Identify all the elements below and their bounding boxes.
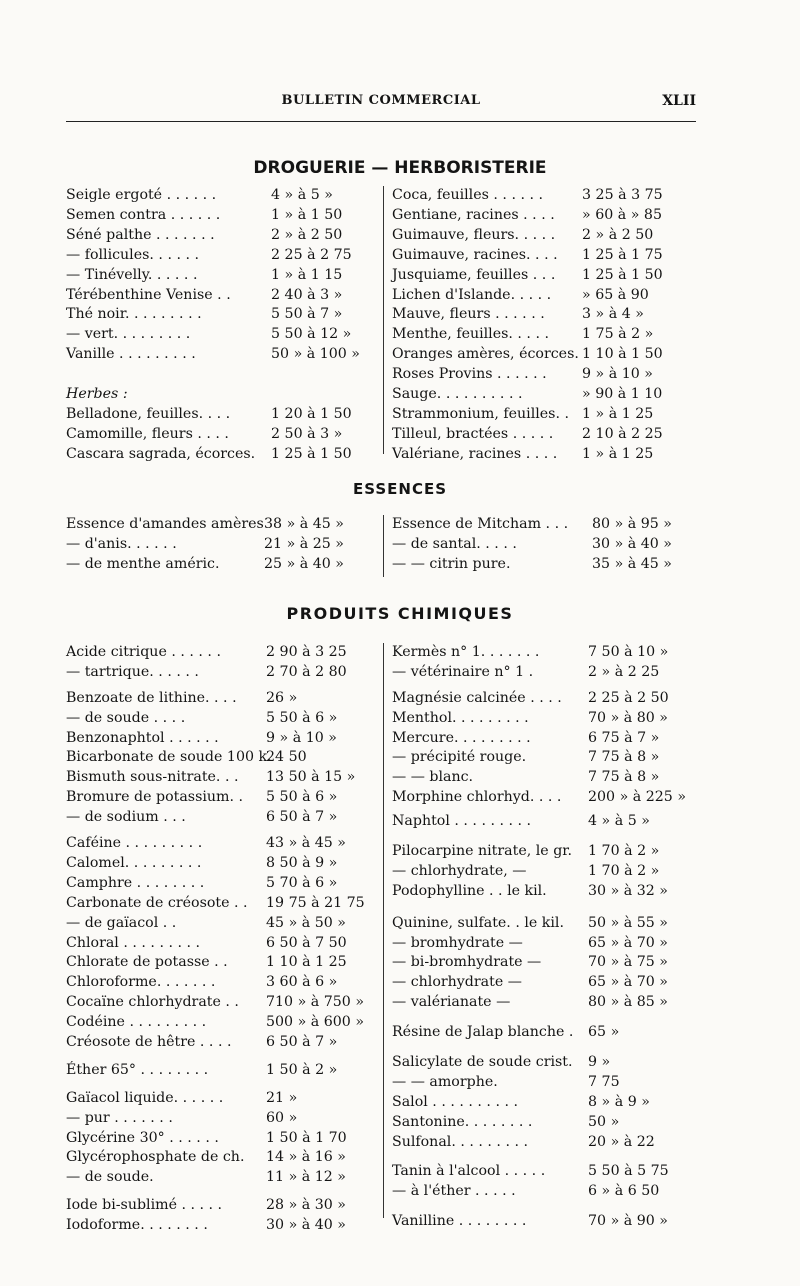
price-row (392, 1212, 702, 1231)
item-name: — bromhydrate — (392, 934, 523, 951)
item-price: 50 » (588, 1113, 620, 1130)
item-price: 25 » à 40 » (264, 555, 344, 572)
price-row (66, 1061, 376, 1080)
item-price: 1 50 à 1 70 (266, 1129, 347, 1146)
price-row (66, 1129, 376, 1148)
price-row (392, 914, 702, 933)
item-name: Salol . . . . . . . . . . (392, 1093, 518, 1110)
item-name: — de santal. . . . . (392, 535, 517, 552)
item-price: 11 » à 12 » (266, 1169, 346, 1186)
price-row (392, 206, 702, 225)
item-price: 13 50 à 15 » (266, 769, 356, 786)
item-price: 26 » (266, 689, 298, 706)
price-row (392, 812, 702, 831)
price-row (66, 1089, 376, 1108)
item-name: Coca, feuilles . . . . . . (392, 187, 544, 203)
price-row (66, 555, 376, 574)
item-price: 7 75 à 8 » (588, 749, 660, 766)
item-price: 1 » à 1 25 (582, 445, 654, 462)
item-name: Herbes : (66, 386, 128, 402)
price-row (392, 535, 702, 554)
price-row (66, 768, 376, 787)
price-row (66, 689, 376, 708)
item-price: 24 50 (266, 749, 307, 766)
item-name: Gaïacol liquide. . . . . . (66, 1089, 224, 1106)
item-name: — de menthe améric. (66, 555, 220, 572)
item-name: Codéine . . . . . . . . . (66, 1014, 207, 1031)
price-row (392, 365, 702, 384)
header-page-number: XLII (662, 93, 696, 109)
item-price: 7 75 (588, 1073, 620, 1090)
item-name: Lichen d'Islande. . . . . (392, 286, 552, 303)
price-row (392, 325, 702, 344)
item-price: 50 » à 100 » (271, 346, 360, 363)
price-row (66, 325, 376, 344)
item-name: Iode bi-sublimé . . . . . (66, 1197, 223, 1214)
item-price: 4 » à 5 » (588, 813, 650, 830)
item-price: 1 20 à 1 50 (271, 405, 352, 422)
item-price: 1 70 à 2 » (588, 862, 660, 879)
item-name: Chloral . . . . . . . . . (66, 934, 201, 951)
item-name: Calomel. . . . . . . . . (66, 854, 202, 871)
price-row (392, 788, 702, 807)
item-name: Glycérine 30° . . . . . . (66, 1129, 219, 1146)
column-divider (383, 186, 384, 454)
item-price: 65 » (588, 1024, 620, 1041)
price-row (66, 186, 376, 205)
item-name: Bismuth sous-nitrate. . . (66, 769, 239, 786)
price-row (392, 842, 702, 861)
price-row (66, 266, 376, 285)
item-price: 45 » à 50 » (266, 914, 346, 931)
price-row (392, 186, 702, 205)
item-name: Essence d'amandes amères (66, 516, 264, 532)
price-row (392, 286, 702, 305)
item-price: 2 » à 2 50 (271, 226, 343, 243)
item-name: Oranges amères, écorces. (392, 346, 579, 363)
item-price: » 60 à » 85 (582, 206, 662, 223)
item-name: Benzoate de lithine. . . . (66, 689, 237, 706)
price-row (392, 1023, 702, 1042)
item-name: — à l'éther . . . . . (392, 1183, 516, 1200)
item-name: — de soude. (66, 1169, 154, 1186)
price-row (66, 663, 376, 682)
item-price: 2 25 à 2 50 (588, 689, 669, 706)
price-row (66, 953, 376, 972)
item-price: 70 » à 80 » (588, 709, 668, 726)
item-price: 20 » à 22 (588, 1133, 655, 1150)
item-name: Sulfonal. . . . . . . . . (392, 1133, 528, 1150)
item-name: Vanilline . . . . . . . . (392, 1213, 527, 1230)
item-name: — valérianate — (392, 994, 511, 1011)
item-name: Gentiane, racines . . . . (392, 206, 555, 223)
item-name: Iodoforme. . . . . . . . (66, 1217, 208, 1234)
price-row (66, 1013, 376, 1032)
price-row (66, 405, 376, 424)
header-rule (66, 121, 696, 122)
price-row (66, 1148, 376, 1167)
item-price: 65 » à 70 » (588, 974, 668, 991)
item-name: — tartrique. . . . . . (66, 663, 199, 680)
item-name: — vert. . . . . . . . . (66, 326, 191, 343)
item-name: Thé noir. . . . . . . . . (66, 306, 202, 323)
price-row (392, 246, 702, 265)
item-name: Tanin à l'alcool . . . . . (392, 1163, 546, 1180)
item-price: 7 50 à 10 » (588, 644, 669, 660)
price-row (392, 643, 702, 662)
item-price: 38 » à 45 » (264, 516, 344, 532)
price-row (66, 854, 376, 873)
item-name: Podophylline . . le kil. (392, 882, 547, 899)
item-name: Camphre . . . . . . . . (66, 874, 205, 891)
item-price: 6 50 à 7 » (266, 809, 338, 826)
item-price: 8 » à 9 » (588, 1093, 650, 1110)
item-name: Résine de Jalap blanche . (392, 1024, 574, 1041)
item-name: Jusquiame, feuilles . . . (392, 266, 556, 283)
item-name: Roses Provins . . . . . . (392, 366, 547, 383)
item-name: Magnésie calcinée . . . . (392, 689, 562, 706)
item-price: 2 40 à 3 » (271, 286, 343, 303)
item-price: 1 10 à 1 25 (266, 954, 347, 971)
item-name: Chlorate de potasse . . (66, 954, 228, 971)
price-row (66, 1168, 376, 1187)
item-name: Guimauve, racines. . . . (392, 246, 558, 263)
item-price: 4 » à 5 » (271, 187, 333, 203)
item-price: 1 » à 1 15 (271, 266, 343, 283)
item-name: Carbonate de créosote . . (66, 894, 248, 911)
price-row (66, 808, 376, 827)
item-name: Séné palthe . . . . . . . (66, 226, 215, 243)
item-price: 60 » (266, 1109, 298, 1126)
price-row (66, 286, 376, 305)
item-price: 500 » à 600 » (266, 1014, 365, 1031)
price-row (66, 1196, 376, 1215)
item-name: Guimauve, fleurs. . . . . (392, 226, 556, 243)
item-price: 3 » à 4 » (582, 306, 644, 323)
item-name: Semen contra . . . . . . (66, 206, 221, 223)
price-row (66, 1216, 376, 1235)
item-price: 43 » à 45 » (266, 835, 346, 852)
item-price: 5 70 à 6 » (266, 874, 338, 891)
item-name: Cascara sagrada, écorces. (66, 445, 256, 462)
item-price: 6 50 à 7 » (266, 1034, 338, 1051)
item-price: 9 » à 10 » (582, 366, 653, 383)
price-row (66, 515, 376, 534)
item-name: Valériane, racines . . . . (392, 445, 558, 462)
price-row (392, 1182, 702, 1201)
item-price: 80 » à 95 » (592, 516, 672, 532)
item-name: Chloroforme. . . . . . . (66, 974, 216, 991)
item-price: 2 25 à 2 75 (271, 246, 352, 263)
price-row (66, 206, 376, 225)
price-row (392, 345, 702, 364)
item-price: 70 » à 90 » (588, 1213, 668, 1230)
item-name: — de sodium . . . (66, 809, 186, 826)
price-row (392, 882, 702, 901)
item-name: — vétérinaire n° 1 . (392, 663, 534, 680)
price-row (66, 834, 376, 853)
item-name: — — citrin pure. (392, 555, 511, 572)
item-price: 6 50 à 7 50 (266, 934, 347, 951)
price-row (392, 305, 702, 324)
item-name: — Tinévelly. . . . . . (66, 266, 198, 283)
item-name: — précipité rouge. (392, 749, 527, 766)
price-row (392, 709, 702, 728)
item-price: 5 50 à 12 » (271, 326, 352, 343)
price-row (66, 1033, 376, 1052)
item-price: 65 » à 70 » (588, 934, 668, 951)
item-name: Glycérophosphate de ch. (66, 1149, 245, 1166)
item-price: 5 50 à 6 » (266, 709, 338, 726)
item-price: 5 50 à 5 75 (588, 1163, 669, 1180)
price-row (392, 768, 702, 787)
item-name: Essence de Mitcham . . . (392, 516, 569, 532)
item-name: — — amorphe. (392, 1073, 498, 1090)
price-row (66, 914, 376, 933)
section-title-essences: ESSENCES (352, 480, 448, 498)
item-name: Mauve, fleurs . . . . . . (392, 306, 545, 323)
item-price: 30 » à 40 » (266, 1217, 346, 1234)
item-price: 1 50 à 2 » (266, 1061, 338, 1078)
item-name: Morphine chlorhyd. . . . (392, 789, 562, 806)
item-price: 1 » à 1 50 (271, 206, 343, 223)
item-price: 1 25 à 1 75 (582, 246, 663, 263)
price-row (392, 953, 702, 972)
item-price: 3 25 à 3 75 (582, 187, 663, 203)
item-name: Strammonium, feuilles. . (392, 405, 569, 422)
price-row (392, 515, 702, 534)
item-name: Salicylate de soude crist. (392, 1053, 573, 1070)
price-row (392, 385, 702, 404)
price-row (66, 345, 376, 364)
item-price: 200 » à 225 » (588, 789, 687, 806)
price-row (392, 405, 702, 424)
item-name: Sauge. . . . . . . . . . (392, 386, 523, 402)
item-price: 2 90 à 3 25 (266, 644, 347, 660)
price-row (66, 385, 376, 404)
price-row (66, 226, 376, 245)
price-row (392, 445, 702, 464)
item-price: 28 » à 30 » (266, 1197, 346, 1214)
item-name: Térébenthine Venise . . (66, 286, 231, 303)
price-row (66, 729, 376, 748)
header-title: BULLETIN COMMERCIAL (281, 93, 481, 108)
item-name: Menthe, feuilles. . . . . (392, 326, 549, 343)
price-row (392, 555, 702, 574)
price-row (66, 788, 376, 807)
item-price: 1 25 à 1 50 (582, 266, 663, 283)
item-price: » 90 à 1 10 (582, 386, 663, 402)
item-price: 80 » à 85 » (588, 994, 668, 1011)
price-row (392, 1053, 702, 1072)
item-name: Caféine . . . . . . . . . (66, 835, 203, 852)
item-price: 7 75 à 8 » (588, 769, 660, 786)
price-row (392, 1093, 702, 1112)
item-price: 14 » à 16 » (266, 1149, 346, 1166)
item-price: 70 » à 75 » (588, 954, 668, 971)
price-row (66, 305, 376, 324)
item-name: Belladone, feuilles. . . . (66, 405, 231, 422)
section-title-produits: PRODUITS CHIMIQUES (286, 604, 514, 623)
item-name: Acide citrique . . . . . . (66, 644, 221, 660)
item-price: 50 » à 55 » (588, 914, 668, 931)
price-row (66, 643, 376, 662)
price-row (66, 894, 376, 913)
price-row (392, 425, 702, 444)
price-row (66, 874, 376, 893)
price-row (66, 445, 376, 464)
item-price: 1 25 à 1 50 (271, 445, 352, 462)
item-name: Bromure de potassium. . (66, 789, 244, 806)
item-name: — — blanc. (392, 769, 474, 786)
price-row (392, 973, 702, 992)
price-row (66, 1109, 376, 1128)
item-name: — de soude . . . . (66, 709, 186, 726)
price-row (392, 934, 702, 953)
price-row (66, 973, 376, 992)
price-row (392, 1133, 702, 1152)
item-price: 1 75 à 2 » (582, 326, 654, 343)
item-name: Seigle ergoté . . . . . . (66, 187, 217, 203)
item-name: — follicules. . . . . . (66, 246, 200, 263)
price-row (392, 748, 702, 767)
item-name: — d'anis. . . . . . (66, 535, 177, 552)
item-price: 1 70 à 2 » (588, 843, 660, 859)
item-price: 5 50 à 7 » (271, 306, 343, 323)
item-name: — de gaïacol . . (66, 914, 177, 931)
price-row (66, 934, 376, 953)
item-price: 1 10 à 1 50 (582, 346, 663, 363)
item-price: 5 50 à 6 » (266, 789, 338, 806)
price-row (66, 993, 376, 1012)
item-name: Pilocarpine nitrate, le gr. (392, 843, 573, 859)
column-divider (383, 515, 384, 577)
running-header (66, 93, 696, 113)
item-price: 2 70 à 2 80 (266, 663, 347, 680)
item-name: Santonine. . . . . . . . (392, 1113, 533, 1130)
price-row (66, 365, 376, 384)
item-price: 6 » à 6 50 (588, 1183, 660, 1200)
price-row (392, 1113, 702, 1132)
item-name: Quinine, sulfate. . le kil. (392, 914, 564, 931)
price-row (392, 862, 702, 881)
item-price: 9 » (588, 1053, 611, 1070)
item-price: 2 » à 2 50 (582, 226, 654, 243)
item-price: 2 50 à 3 » (271, 425, 343, 442)
price-row (392, 266, 702, 285)
item-name: — pur . . . . . . . (66, 1109, 173, 1126)
item-name: — bi-bromhydrate — (392, 954, 542, 971)
item-name: Menthol. . . . . . . . . (392, 709, 529, 726)
price-row (392, 226, 702, 245)
item-price: 2 10 à 2 25 (582, 425, 663, 442)
item-name: Benzonaphtol . . . . . . (66, 729, 219, 746)
item-name: Créosote de hêtre . . . . (66, 1034, 232, 1051)
item-price: 6 75 à 7 » (588, 729, 660, 746)
item-price: » 65 à 90 (582, 286, 649, 303)
column-divider (383, 643, 384, 1218)
item-name: Vanille . . . . . . . . . (66, 346, 196, 363)
item-name: Camomille, fleurs . . . . (66, 425, 229, 442)
item-price: 1 » à 1 25 (582, 405, 654, 422)
item-name: Cocaïne chlorhydrate . . (66, 994, 239, 1011)
price-row (392, 1073, 702, 1092)
item-price: 21 » (266, 1089, 298, 1106)
price-row (392, 1162, 702, 1181)
price-row (392, 729, 702, 748)
item-name: Mercure. . . . . . . . . (392, 729, 531, 746)
item-name: Kermès n° 1. . . . . . . (392, 644, 540, 660)
item-price: 710 » à 750 » (266, 994, 365, 1011)
item-name: — chlorhydrate, — (392, 862, 527, 879)
item-price: 35 » à 45 » (592, 555, 672, 572)
item-price: 19 75 à 21 75 (266, 894, 365, 911)
price-row (392, 663, 702, 682)
item-name: Bicarbonate de soude 100 k. (66, 749, 272, 766)
price-row (66, 535, 376, 554)
price-row (392, 993, 702, 1012)
price-row (66, 748, 376, 767)
item-name: Éther 65° . . . . . . . . (66, 1061, 209, 1078)
item-price: 30 » à 32 » (588, 882, 668, 899)
item-price: 2 » à 2 25 (588, 663, 660, 680)
price-row (66, 425, 376, 444)
item-price: 3 60 à 6 » (266, 974, 338, 991)
item-price: 8 50 à 9 » (266, 854, 338, 871)
price-row (392, 689, 702, 708)
item-price: 30 » à 40 » (592, 535, 672, 552)
price-row (66, 709, 376, 728)
item-price: 21 » à 25 » (264, 535, 344, 552)
item-name: — chlorhydrate — (392, 974, 522, 991)
price-row (66, 246, 376, 265)
item-name: Tilleul, bractées . . . . . (392, 425, 554, 442)
item-name: Naphtol . . . . . . . . . (392, 813, 532, 830)
section-title-droguerie: DROGUERIE — HERBORISTERIE (253, 158, 547, 178)
item-price: 9 » à 10 » (266, 729, 337, 746)
